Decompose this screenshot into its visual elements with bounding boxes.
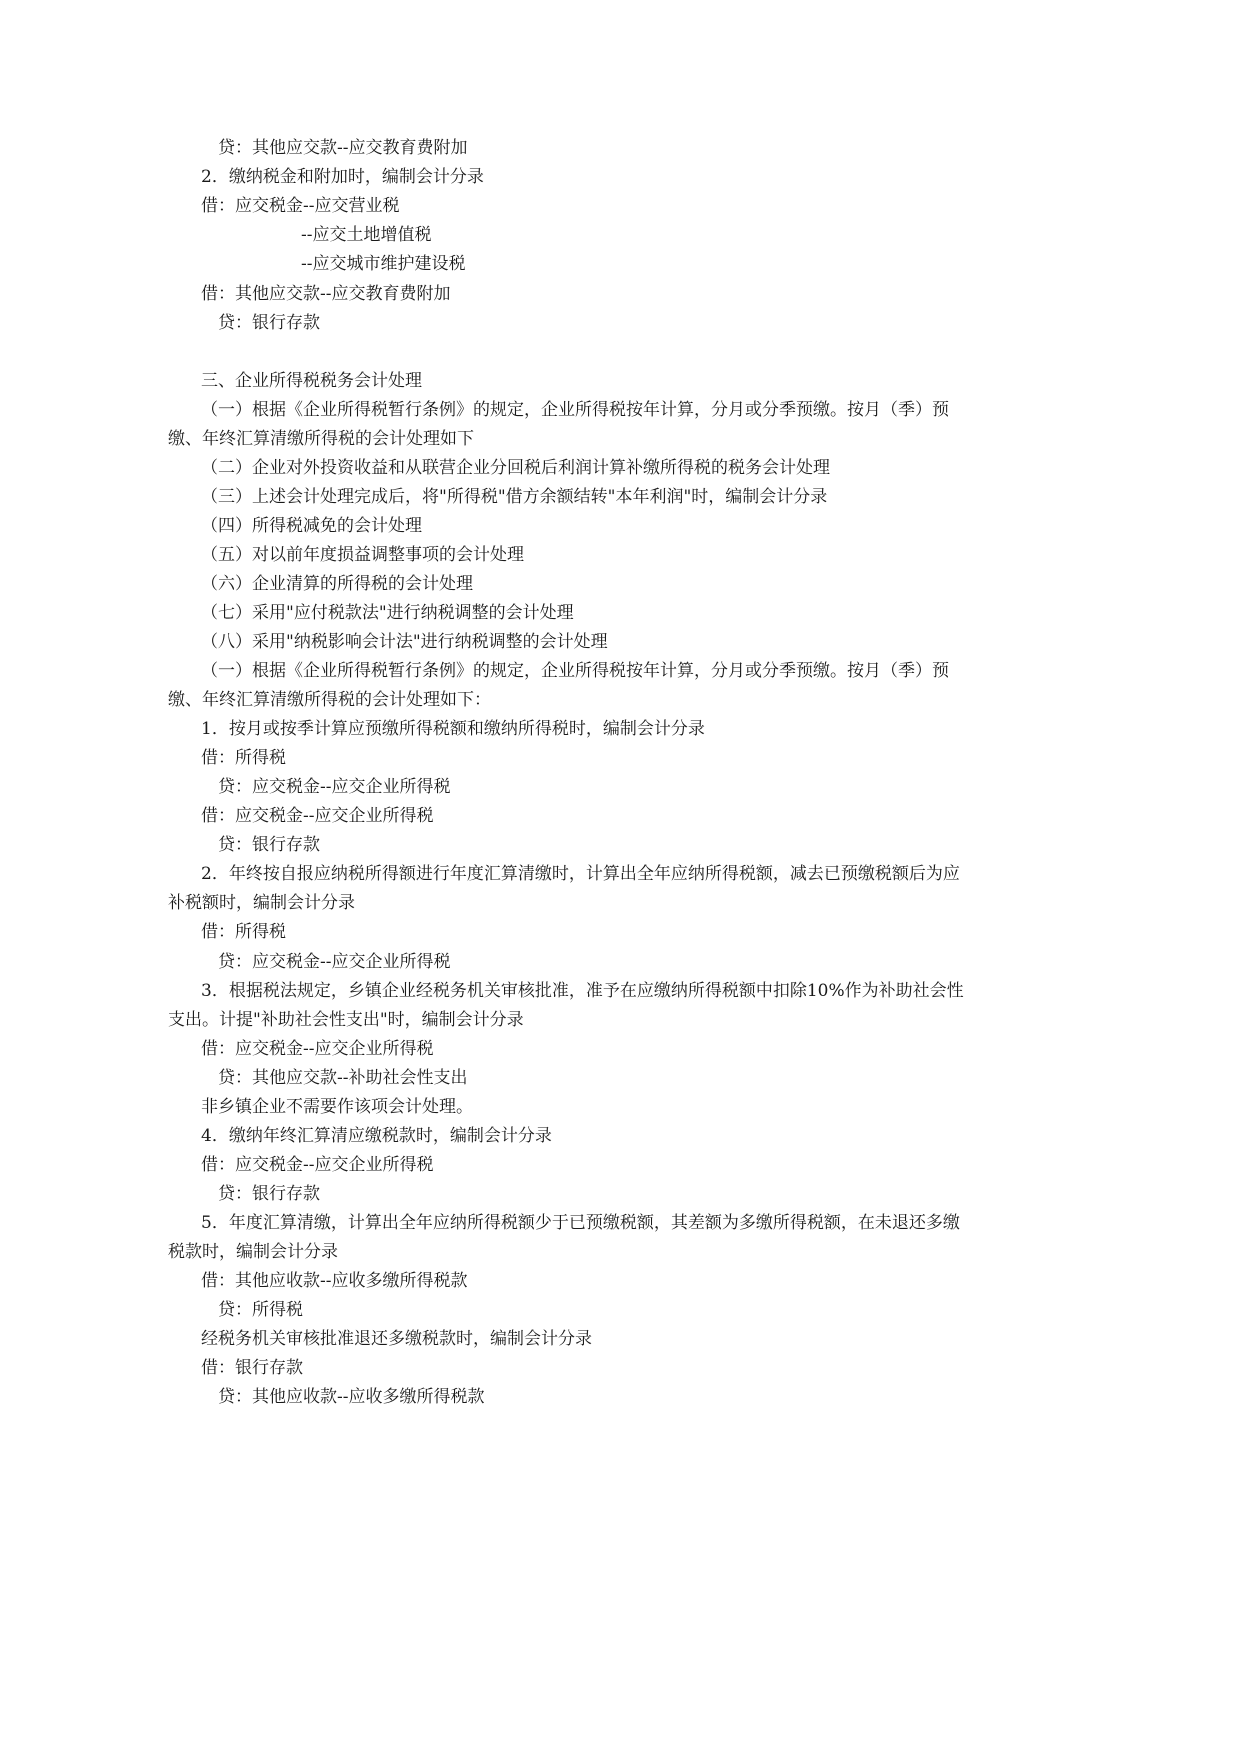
- text-line: （二）企业对外投资收益和从联营企业分回税后利润计算补缴所得税的税务会计处理: [201, 458, 830, 478]
- text-line: 借：应交税金--应交企业所得税: [201, 806, 434, 826]
- text-line: 2．缴纳税金和附加时，编制会计分录: [201, 167, 484, 187]
- text-line: 税款时，编制会计分录: [168, 1242, 338, 1262]
- text-line: 贷：银行存款: [218, 313, 320, 333]
- text-line: 借：所得税: [201, 922, 286, 942]
- text-line: 贷：应交税金--应交企业所得税: [218, 777, 451, 797]
- text-line: 贷：所得税: [218, 1300, 303, 1320]
- text-line: 借：其他应收款--应收多缴所得税款: [201, 1271, 468, 1291]
- text-line: 经税务机关审核批准退还多缴税款时，编制会计分录: [201, 1329, 592, 1349]
- text-line: 借：应交税金--应交企业所得税: [201, 1155, 434, 1175]
- text-line: 贷：银行存款: [218, 1184, 320, 1204]
- text-line: 贷：其他应收款--应收多缴所得税款: [218, 1387, 485, 1407]
- text-line: （一）根据《企业所得税暂行条例》的规定，企业所得税按年计算，分月或分季预缴。按月（季）预: [201, 661, 949, 681]
- text-line: 补税额时，编制会计分录: [168, 893, 355, 913]
- text-line: （一）根据《企业所得税暂行条例》的规定，企业所得税按年计算，分月或分季预缴。按月（季）预: [201, 400, 949, 420]
- section-heading: 三、企业所得税税务会计处理: [201, 371, 422, 391]
- text-line: 5．年度汇算清缴，计算出全年应纳所得税额少于已预缴税额，其差额为多缴所得税额，在未退还多缴: [201, 1213, 960, 1233]
- text-line: 2．年终按自报应纳税所得额进行年度汇算清缴时，计算出全年应纳所得税额，减去已预缴税额后为应: [201, 864, 960, 884]
- text-line: （八）采用"纳税影响会计法"进行纳税调整的会计处理: [201, 632, 608, 652]
- text-line: 贷：银行存款: [218, 835, 320, 855]
- text-line: （三）上述会计处理完成后，将"所得税"借方余额结转"本年利润"时，编制会计分录: [201, 487, 828, 507]
- text-line: （五）对以前年度损益调整事项的会计处理: [201, 545, 524, 565]
- text-line: 借：应交税金--应交企业所得税: [201, 1039, 434, 1059]
- text-line: （四）所得税减免的会计处理: [201, 516, 422, 536]
- text-line: 贷：其他应交款--补助社会性支出: [218, 1068, 468, 1088]
- text-line: 支出。计提"补助社会性支出"时，编制会计分录: [168, 1010, 524, 1030]
- text-line: 贷：应交税金--应交企业所得税: [218, 952, 451, 972]
- text-line: 非乡镇企业不需要作该项会计处理。: [201, 1097, 473, 1117]
- text-line: 1．按月或按季计算应预缴所得税额和缴纳所得税时，编制会计分录: [201, 719, 705, 739]
- text-line: 缴、年终汇算清缴所得税的会计处理如下: [168, 429, 474, 449]
- text-line: 缴、年终汇算清缴所得税的会计处理如下：: [168, 690, 491, 710]
- text-line: （七）采用"应付税款法"进行纳税调整的会计处理: [201, 603, 574, 623]
- text-line: 借：银行存款: [201, 1358, 303, 1378]
- text-line: 贷：其他应交款--应交教育费附加: [218, 138, 468, 158]
- text-line: （六）企业清算的所得税的会计处理: [201, 574, 473, 594]
- text-line: --应交土地增值税: [301, 225, 432, 245]
- text-line: 3．根据税法规定，乡镇企业经税务机关审核批准，准予在应缴纳所得税额中扣除10%作为补助社会性: [201, 981, 964, 1001]
- text-line: 借：其他应交款--应交教育费附加: [201, 284, 451, 304]
- text-line: 4．缴纳年终汇算清应缴税款时，编制会计分录: [201, 1126, 552, 1146]
- text-line: 借：应交税金--应交营业税: [201, 196, 400, 216]
- text-line: --应交城市维护建设税: [301, 254, 466, 274]
- text-line: 借：所得税: [201, 748, 286, 768]
